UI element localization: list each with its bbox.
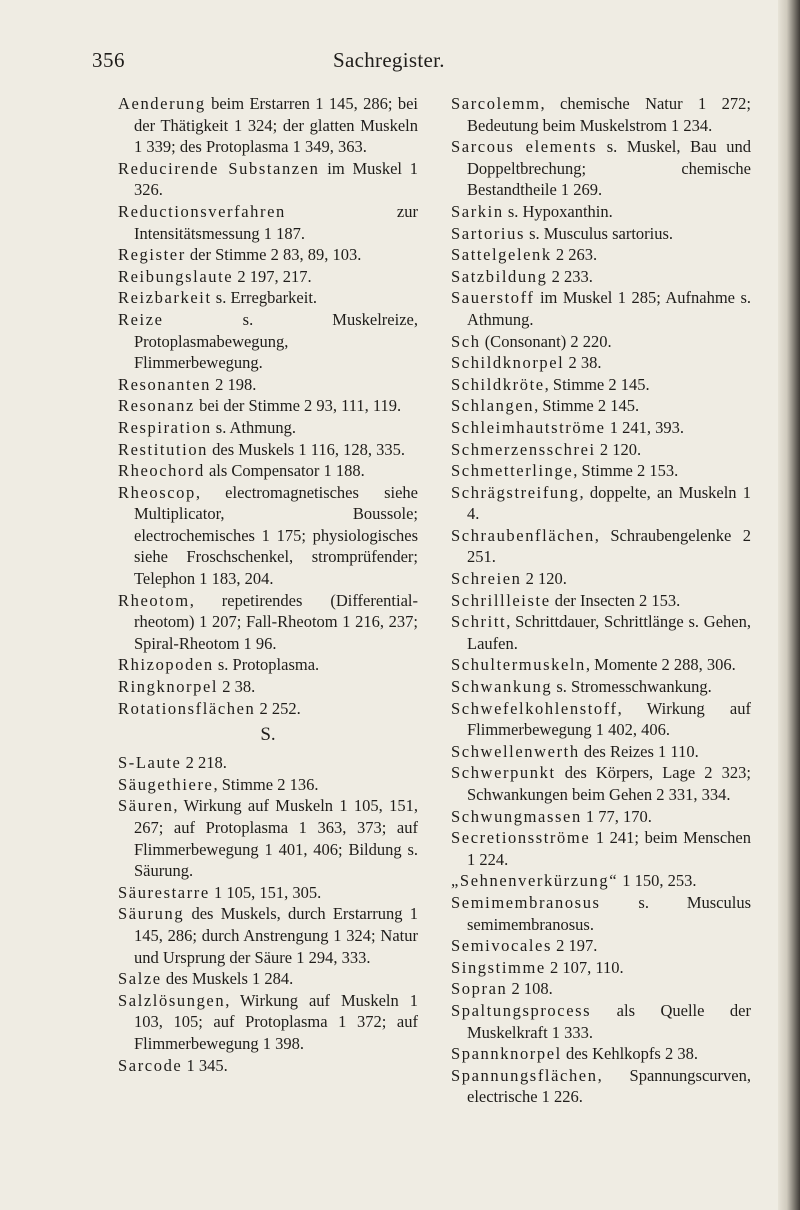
index-entry [451, 957, 751, 979]
entry-headword: Reizbarkeit [118, 288, 212, 308]
entry-headword: Restitution [118, 439, 209, 459]
index-entry [451, 611, 751, 654]
entry-references: 2 108. [507, 979, 553, 999]
index-entry [118, 158, 418, 201]
entry-headword: Schwankung [451, 677, 553, 697]
index-entry [451, 331, 751, 353]
index-entry [118, 266, 418, 288]
index-entry [451, 741, 751, 763]
entry-headword: Rheotom [118, 590, 190, 610]
entry-references: , Momente 2 288, 306. [585, 655, 736, 675]
entry-references: 1 241, 393. [605, 417, 684, 437]
entry-references: des Muskels 1 284. [161, 969, 294, 989]
entry-references: , Spannungscurven, electrische 1 226. [467, 1065, 751, 1107]
entry-headword: Schrillleiste [451, 590, 551, 610]
index-entry [118, 590, 418, 655]
index-entry [451, 287, 751, 330]
entry-references: s. Athmung. [211, 417, 297, 437]
index-entry [118, 460, 418, 482]
entry-headword: Säurestarre [118, 882, 210, 902]
entry-headword: Schritt [451, 612, 507, 632]
entry-headword: Säuren [118, 796, 174, 816]
entry-references: 2 197, 217. [233, 266, 312, 286]
entry-headword: Sarcolemm [451, 94, 541, 113]
entry-references: bei der Stimme 2 93, 111, 119. [194, 396, 402, 416]
index-entry [118, 244, 418, 266]
entry-references: 1 77, 170. [581, 806, 652, 826]
index-entry [451, 762, 751, 805]
entry-headword: Schildknorpel [451, 353, 565, 373]
entry-references: s. Muskel, Bau und Doppeltbrechung; chemische Bestandtheile 1 269. [467, 137, 752, 200]
index-entry [118, 201, 418, 244]
entry-headword: Schwellenwerth [451, 741, 580, 761]
entry-headword: Sopran [451, 979, 508, 999]
index-entry [451, 870, 751, 892]
entry-references: , Wirkung auf Muskeln 1 105, 151, 267; auf Protoplasma 1 363, 373; auf Flimmerbewegung 1 401, 406; Bildung s. Säurung. [134, 796, 418, 881]
entry-headword: Schmetterlinge [451, 461, 574, 481]
entry-headword: Spannknorpel [451, 1044, 562, 1064]
entry-references: 2 107, 110. [545, 957, 624, 977]
entry-references: 2 197. [552, 936, 598, 956]
entry-references: 2 120. [595, 439, 642, 459]
index-entry [451, 244, 751, 266]
entry-references: des Reizes 1 110. [579, 741, 699, 761]
right-column [451, 93, 751, 1108]
index-entry [451, 482, 751, 525]
entry-headword: Reize [118, 309, 164, 329]
entry-headword: Sauerstoff [451, 288, 535, 308]
entry-references: 2 263. [551, 245, 598, 265]
index-entry [118, 882, 418, 904]
entry-headword: Sarcous elements [451, 137, 598, 157]
entry-references: beim Erstarren 1 145, 286; bei der Thätigkeit 1 324; der glatten Muskeln 1 339; des Protoplasma 1 349, 363. [134, 94, 418, 157]
entry-headword: Rheoscop [118, 482, 196, 502]
index-entry [118, 698, 418, 720]
entry-headword: Salzlösungen [118, 990, 226, 1010]
entry-headword: Aenderung [118, 94, 206, 113]
entry-references: , Wirkung auf Flimmerbewegung 1 402, 406. [467, 698, 751, 740]
entry-headword: Secretionsströme [451, 828, 591, 848]
entry-headword: Respiration [118, 417, 212, 437]
entry-references: , repetirendes (Differential-rheotom) 1 207; Fall-Rheotom 1 216, 237; Spiral-Rheotom 1 96. [134, 590, 418, 653]
index-entry [451, 892, 751, 935]
entry-headword: Rheochord [118, 461, 205, 481]
index-entry [118, 990, 418, 1055]
entry-headword: Register [118, 245, 186, 265]
entry-references: 2 120. [521, 569, 567, 589]
entry-headword: Schwerpunkt [451, 763, 556, 783]
entry-headword: Schwefelkohlenstoff [451, 698, 618, 718]
index-entry [451, 460, 751, 482]
entry-headword: Ringknorpel [118, 677, 219, 697]
index-entry [118, 1055, 418, 1077]
page-header [0, 48, 800, 78]
index-entry [118, 903, 418, 968]
entry-headword: Salze [118, 969, 162, 989]
index-entry [451, 395, 751, 417]
entry-references: als Compensator 1 188. [204, 461, 365, 481]
entry-headword: Sartorius [451, 223, 525, 243]
entry-headword: Schildkröte [451, 374, 545, 394]
entry-references: , Stimme 2 153. [573, 461, 679, 481]
index-entry [451, 676, 751, 698]
entry-headword: „Sehnenverkürzung“ [451, 871, 619, 891]
index-entry [118, 309, 418, 374]
page-number: 356 [92, 48, 125, 72]
letter-heading: S. [260, 724, 276, 746]
entry-references: des Muskels, durch Erstarrung 1 145, 286; durch Anstrengung 1 324; Natur und Ursprung der Säure 1 294, 333. [134, 904, 418, 967]
entry-headword: Schreien [451, 569, 522, 589]
entry-references: zur Intensitätsmessung 1 187. [134, 201, 418, 243]
entry-references: (Consonant) 2 220. [480, 331, 612, 351]
index-entry [451, 827, 751, 870]
entry-references: des Muskels 1 116, 128, 335. [208, 439, 405, 459]
entry-references: 2 252. [255, 698, 301, 718]
entry-references: , doppelte, an Muskeln 1 4. [467, 482, 751, 524]
index-entry [118, 654, 418, 676]
entry-headword: S-Laute [118, 753, 182, 773]
index-entry [451, 1043, 751, 1065]
entry-references: s. Musculus sartorius. [524, 223, 674, 243]
index-entry [451, 374, 751, 396]
entry-references: 1 345. [182, 1055, 228, 1075]
entry-references: , chemische Natur 1 272; Bedeutung beim Muskelstrom 1 234. [467, 94, 751, 135]
index-entry [451, 654, 751, 676]
index-entry [451, 698, 751, 741]
entry-references: , Stimme 2 145. [544, 374, 650, 394]
entry-headword: Schlangen [451, 396, 535, 416]
entry-references: , Stimme 2 145. [534, 396, 640, 416]
entry-references: der Insecten 2 153. [550, 590, 681, 610]
index-entry [451, 93, 751, 136]
entry-references: 1 105, 151, 305. [209, 882, 322, 902]
entry-references: s. Muskelreize, Protoplasmabewegung, Flimmerbewegung. [134, 309, 418, 373]
entry-headword: Säugethiere [118, 774, 214, 794]
entry-headword: Schultermuskeln [451, 655, 586, 675]
entry-headword: Sarcode [118, 1055, 183, 1075]
entry-headword: Spannungsflächen [451, 1065, 598, 1085]
entry-references: als Quelle der Muskelkraft 1 333. [467, 1000, 751, 1042]
entry-headword: Schwungmassen [451, 806, 582, 826]
index-entry [451, 568, 751, 590]
index-entry [451, 266, 751, 288]
entry-references: , Schraubengelenke 2 251. [467, 525, 751, 567]
entry-references: 2 218. [181, 753, 227, 773]
entry-references: 1 241; beim Menschen 1 224. [467, 828, 751, 869]
entry-references: , Wirkung auf Muskeln 1 103, 105; auf Protoplasma 1 372; auf Flimmerbewegung 1 398. [134, 990, 418, 1053]
entries-s [118, 752, 418, 1076]
index-entry [118, 439, 418, 461]
index-entry [451, 223, 751, 245]
index-entry [451, 935, 751, 957]
entry-headword: Rotationsflächen [118, 698, 256, 718]
index-entry [118, 395, 418, 417]
entry-headword: Schraubenflächen [451, 525, 595, 545]
entry-headword: Spaltungsprocess [451, 1000, 592, 1020]
index-entry [451, 417, 751, 439]
index-entry [118, 417, 418, 439]
index-entry [118, 93, 418, 158]
entry-references: s. Erregbarkeit. [211, 288, 318, 308]
entry-references: , electromagnetisches siehe Multiplicator, Boussole; electrochemisches 1 175; physiologisches siehe Froschschenkel, stromprüfender; Telephon 1 183, 204. [134, 482, 418, 589]
entries-s-continued [451, 93, 751, 1108]
entry-headword: Reductionsverfahren [118, 201, 286, 221]
index-entry [118, 774, 418, 796]
left-column [118, 93, 418, 1076]
entry-references: s. Stromesschwankung. [552, 677, 712, 697]
entry-headword: Reducirende Substanzen [118, 158, 320, 178]
entry-headword: Semivocales [451, 936, 552, 956]
entry-headword: Sattelgelenk [451, 245, 552, 265]
entry-headword: Singstimme [451, 957, 546, 977]
entry-headword: Säurung [118, 904, 185, 924]
index-entry [451, 806, 751, 828]
index-entry [451, 590, 751, 612]
index-entry [118, 287, 418, 309]
entry-references: im Muskel 1 326. [134, 158, 419, 200]
entry-references: 2 198. [210, 374, 257, 394]
entry-references: im Muskel 1 285; Aufnahme s. Athmung. [467, 288, 751, 329]
entry-headword: Satzbildung [451, 266, 548, 286]
index-entry [451, 439, 751, 461]
entry-headword: Resonanten [118, 374, 211, 394]
entry-references: , Schrittdauer, Schrittlänge s. Gehen, Laufen. [467, 612, 751, 653]
entry-headword: Schrägstreifung [451, 482, 580, 502]
index-entry [118, 795, 418, 881]
entry-references: 1 150, 253. [618, 871, 697, 891]
entry-references: des Körpers, Lage 2 323; Schwankungen beim Gehen 2 331, 334. [467, 763, 751, 804]
index-entry [451, 352, 751, 374]
entry-references: des Kehlkopfs 2 38. [561, 1044, 698, 1064]
entry-headword: Schleimhautströme [451, 417, 606, 437]
entry-references: s. Musculus semimembranosus. [467, 892, 751, 934]
entry-references: s. Hypoxanthin. [503, 201, 613, 221]
index-entry [451, 978, 751, 1000]
index-entry [118, 968, 418, 990]
entry-references: der Stimme 2 83, 89, 103. [185, 245, 362, 265]
entry-headword: Semimembranosus [451, 892, 601, 912]
entry-headword: Schmerzensschrei [451, 439, 596, 459]
index-entry [451, 136, 751, 201]
index-entry [451, 1065, 751, 1108]
entry-references: 2 233. [547, 266, 593, 286]
entries-r [118, 93, 418, 719]
index-entry [118, 676, 418, 698]
entry-headword: Sarkin [451, 201, 504, 221]
index-entry [451, 1000, 751, 1043]
entry-headword: Sch [451, 331, 481, 351]
index-entry [451, 525, 751, 568]
index-entry [118, 482, 418, 590]
running-head: Sachregister. [333, 48, 445, 72]
entry-references: , Stimme 2 136. [213, 774, 319, 794]
entry-headword: Reibungslaute [118, 266, 234, 286]
entry-references: 2 38. [218, 677, 256, 697]
entry-references: 2 38. [564, 353, 602, 373]
entry-headword: Resonanz [118, 396, 195, 416]
index-entry [118, 752, 418, 774]
index-entry [118, 374, 418, 396]
entry-references: s. Protoplasma. [213, 655, 320, 675]
page-edge-shadow [778, 0, 800, 1210]
index-entry [451, 201, 751, 223]
entry-headword: Rhizopoden [118, 655, 214, 675]
